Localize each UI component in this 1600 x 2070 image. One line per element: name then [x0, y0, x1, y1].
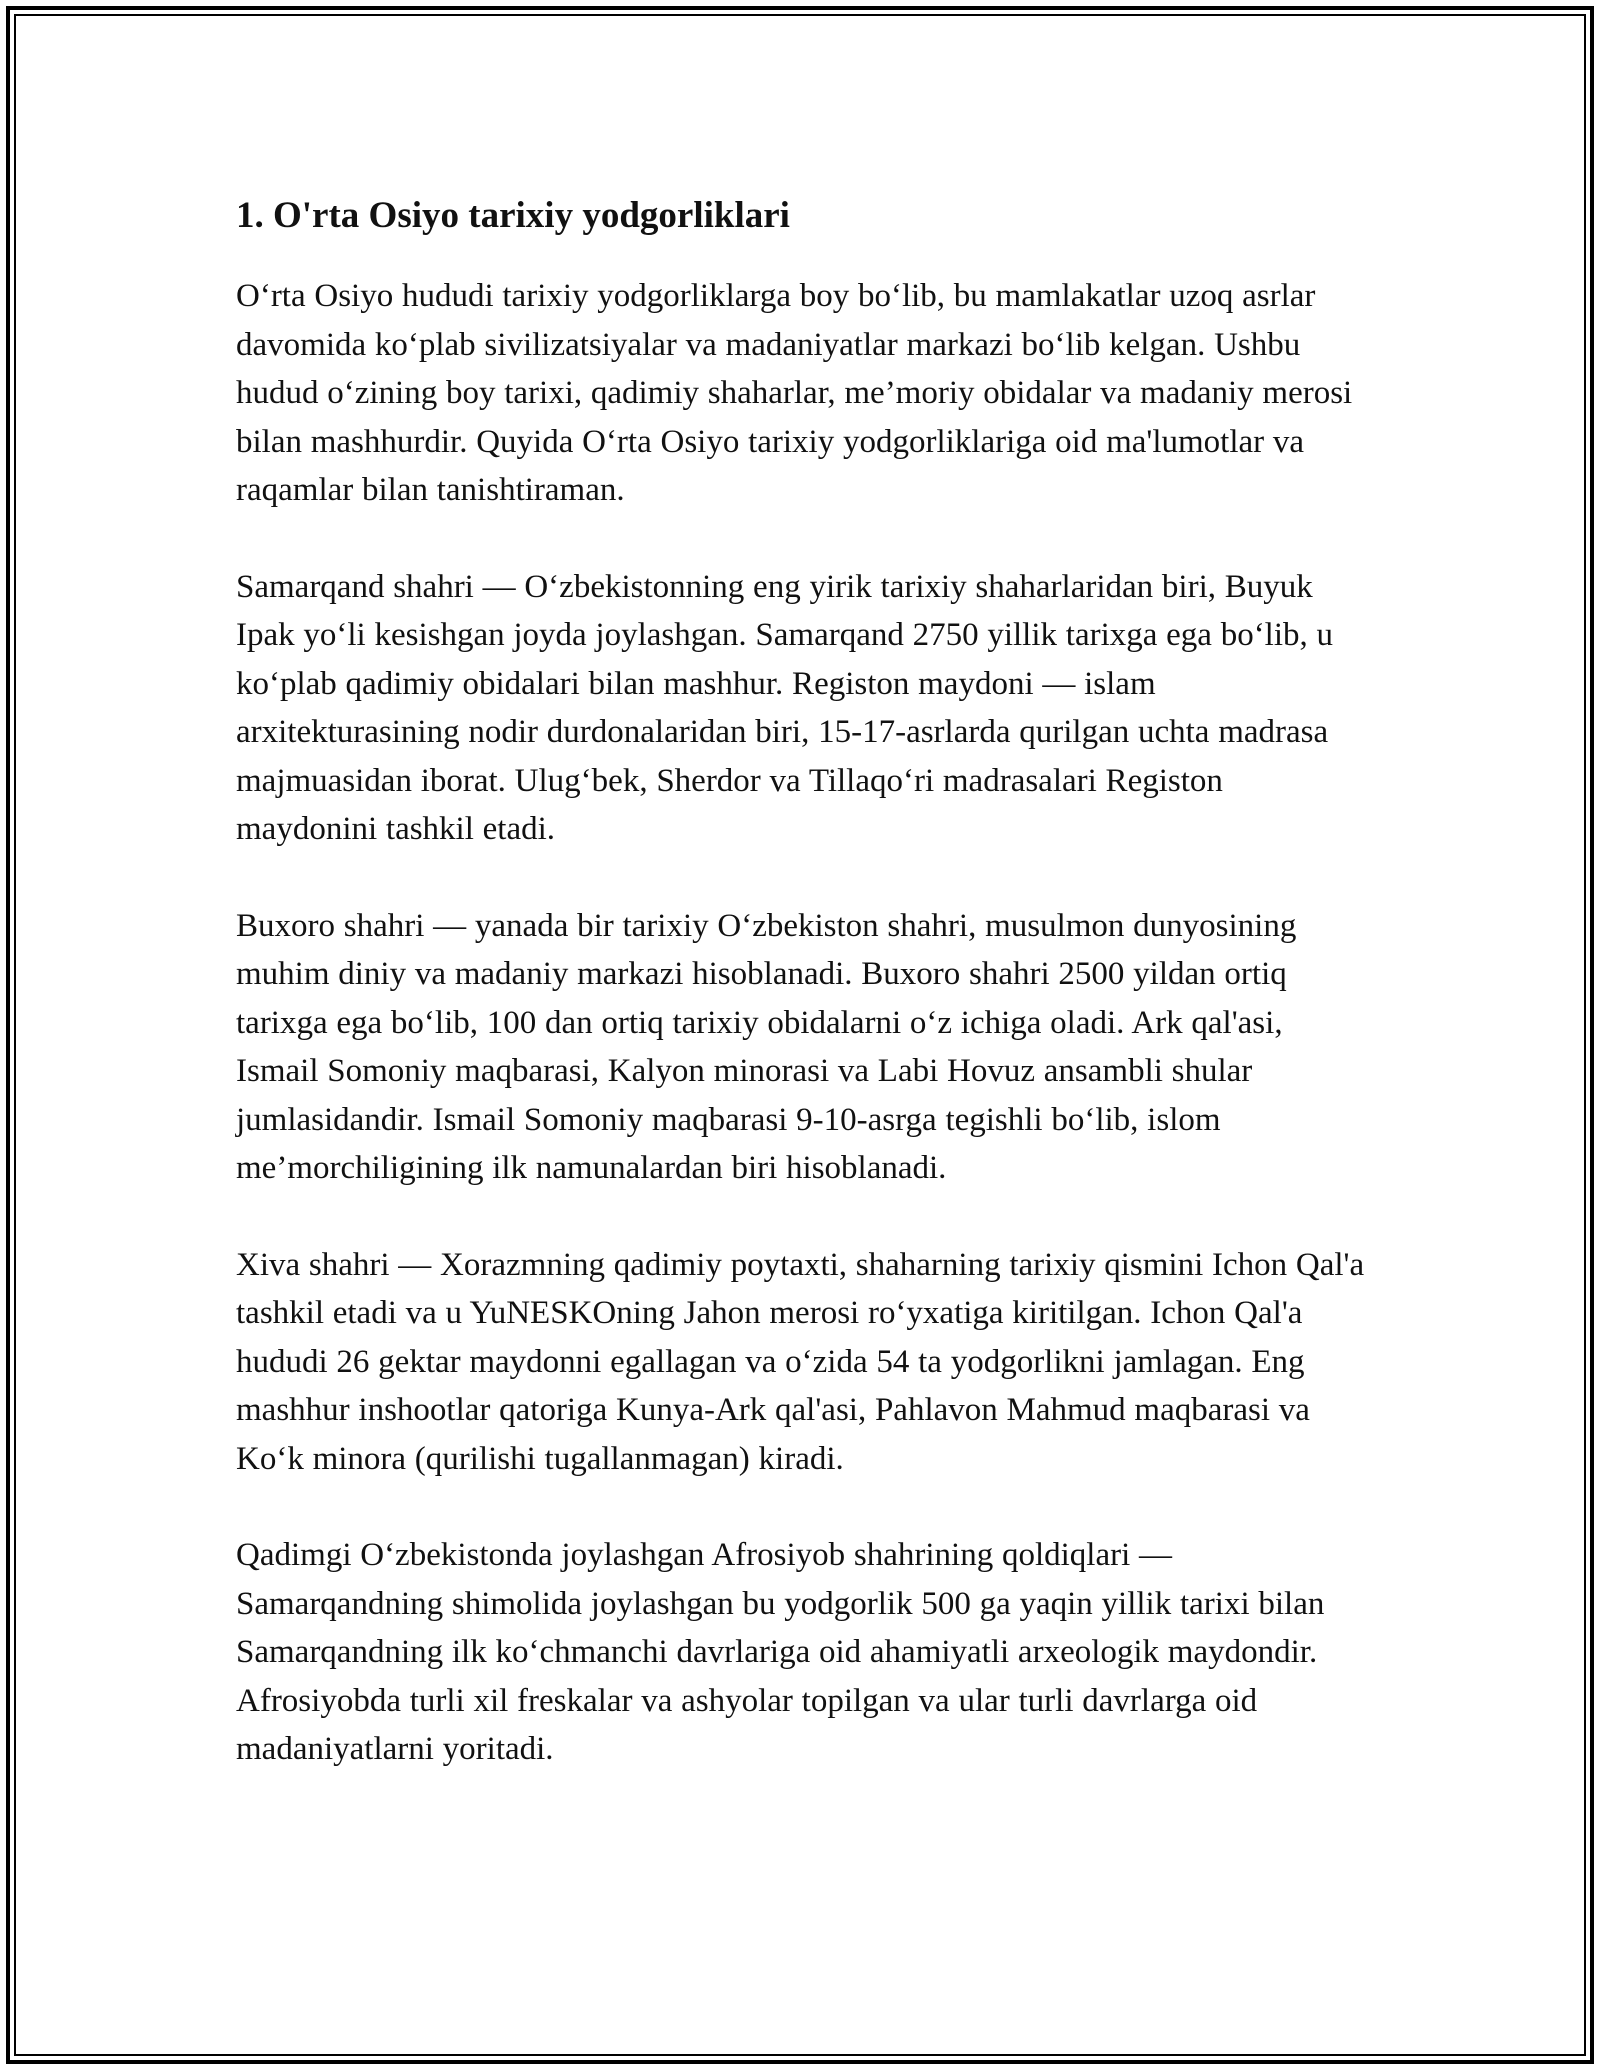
paragraph-xiva: Xiva shahri — Xorazmning qadimiy poytaxti, shaharning tarixiy qismini Ichon Qal'a tashkil etadi va u YuNESKOning Jahon merosi ro‘yxatiga kiritilgan. Ichon Qal'a hududi 26 gektar maydonni egallagan va o‘zida 54 ta yodgorlikni jamlagan. Eng mashhur inshootlar qatoriga Kunya-Ark qal'asi, Pahlavon Mahmud maqbarasi va Ko‘k minora (qurilishi tugallanmagan) kiradi.: [236, 1246, 1365, 1477]
paragraph-buxoro: Buxoro shahri — yanada bir tarixiy O‘zbekiston shahri, musulmon dunyosining muhim diniy va madaniy markazi hisoblanadi. Buxoro shahri 2500 yildan ortiq tarixga ega bo‘lib, 100 dan ortiq tarixiy obidalarni o‘z ichiga oladi. Ark qal'asi, Ismail Somoniy maqbarasi, Kalyon minorasi va Labi Hovuz ansambli shular jumlasidandir. Ismail Somoniy maqbarasi 9-10-asrga tegishli bo‘lib, islom me’morchiligining ilk namunalardan biri hisoblanadi.: [236, 907, 1297, 1186]
document-body: [236, 186, 1371, 1822]
section-heading: 1. O'rta Osiyo tarixiy yodgorliklari: [236, 195, 790, 236]
paragraph-intro: O‘rta Osiyo hududi tarixiy yodgorliklarga boy bo‘lib, bu mamlakatlar uzoq asrlar davomida ko‘plab sivilizatsiyalar va madaniyatlar markazi bo‘lib kelgan. Ushbu hudud o‘zining boy tarixi, qadimiy shaharlar, me’moriy obidalar va madaniy merosi bilan mashhurdir. Quyida O‘rta Osiyo tarixiy yodgorliklariga oid ma'lumotlar va raqamlar bilan tanishtiraman.: [236, 278, 1353, 508]
paragraph-samarqand: Samarqand shahri — O‘zbekistonning eng yirik tarixiy shaharlaridan biri, Buyuk Ipak yo‘li kesishgan joyda joylashgan. Samarqand 2750 yillik tarixga ega bo‘lib, u ko‘plab qadimiy obidalari bilan mashhur. Registon maydoni — islam arxitekturasining nodir durdonalaridan biri, 15-17-asrlarda qurilgan uchta madrasa majmuasidan iborat. Ulug‘bek, Sherdor va Tillaqo‘ri madrasalari Registon maydonini tashkil etadi.: [236, 568, 1334, 847]
paragraph-afrosiyob: Qadimgi O‘zbekistonda joylashgan Afrosiyob shahrining qoldiqlari — Samarqandning shimolida joylashgan bu yodgorlik 500 ga yaqin yillik tarixi bilan Samarqandning ilk ko‘chmanchi davrlariga oid ahamiyatli arxeologik maydondir. Afrosiyobda turli xil freskalar va ashyolar topilgan va ular turli davrlarga oid madaniyatlarni yoritadi.: [236, 1537, 1325, 1767]
